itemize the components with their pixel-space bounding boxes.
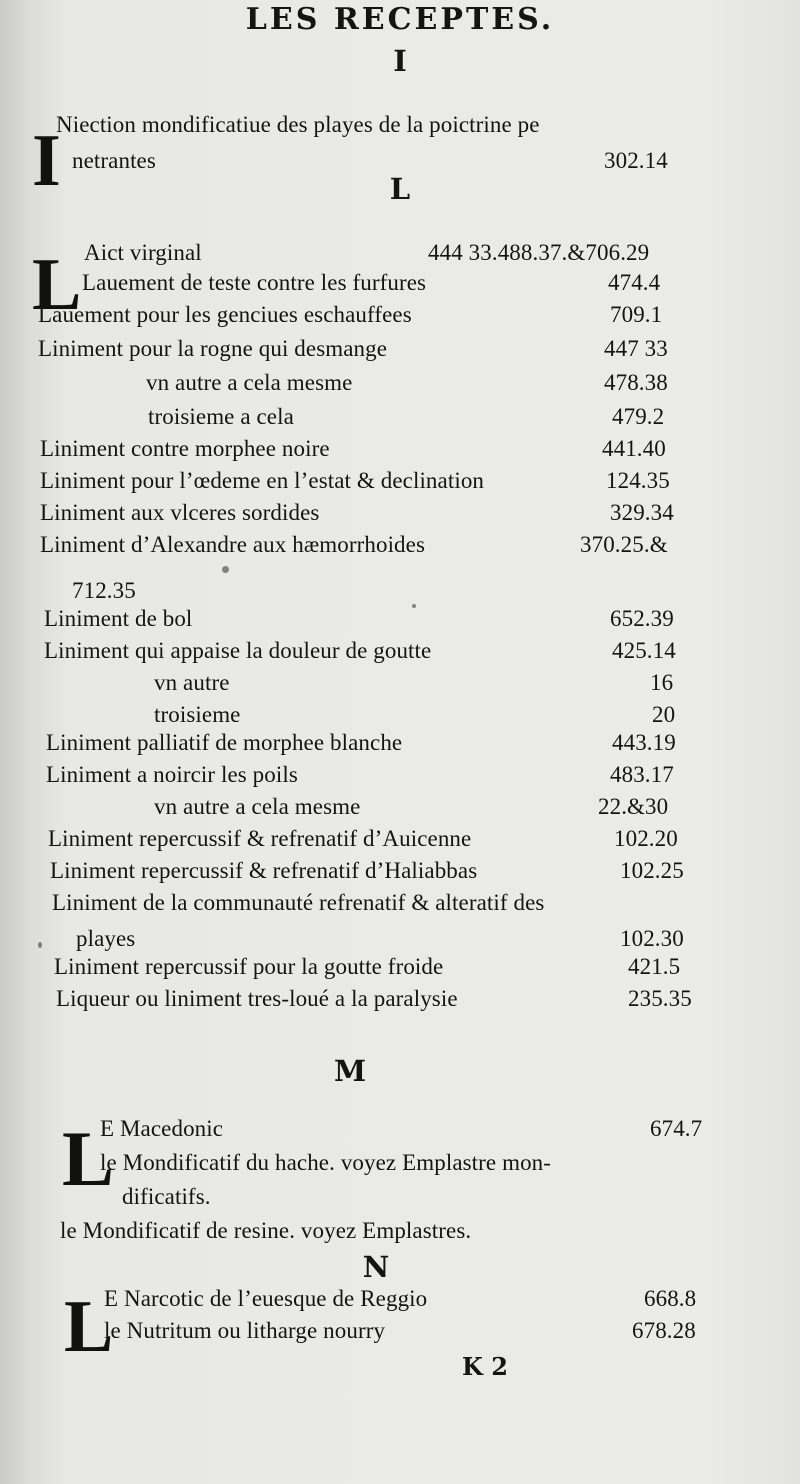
drop-cap-m: L: [62, 1115, 115, 1202]
section-letter-n: N: [362, 1250, 390, 1284]
ink-speck: [412, 604, 416, 608]
drop-cap-l: L: [32, 244, 82, 326]
running-head: LES RECEPTES.: [245, 2, 555, 37]
ink-speck: [222, 566, 229, 573]
book-page: LES RECEPTES. I I Niection mondificatiue des playes de la poictrine pe netrantes 302.14 L L Aict virginal 444 33.488.37.&706.29 Lauement de teste contre les furfures 474.4 Lauement pour les genciues eschauffees 709.1 Liniment pour la rogne qui desmange 447 33 vn autre a cela mesme 478.38 troisieme a cela 479.2 Liniment contre morphee noire 441.40 Liniment pour l’œdeme en l’estat & declination 124.35 Liniment aux vlceres sordides 329.34 Liniment d’Alexandre aux hæmorrhoides 370.25.& 712.35 Liniment de bol 652.39 Liniment qui appaise la douleur de goutte 425.14 vn autre 16 troisieme 20 Liniment palliatif de morphee blanche 443.19 Liniment a noircir les poils 483.17 vn autre a cela mesme 22.&30 Liniment repercussif & refrenatif d’Auicenne 102.20 Liniment repercussif & refrenatif d’Haliabbas 102.25 Liniment de la communauté refrenatif & alteratif des playes 102.30 Liniment repercussif pour la goutte froide 421.5 Liqueur ou liniment tres-loué a la paralysie 235.35 M L E Macedonic 674.7 le Mondificatif du hache. voyez Emplastre mon- dificatifs. le Mondificatif de resine. voyez Emplastres. N L E Narcotic de l’euesque de Reggio 668.8 le Nutritum ou litharge nourry 678.28 K 2: [0, 0, 800, 1484]
section-letter-l: L: [389, 172, 411, 206]
drop-cap-i: I: [32, 120, 61, 202]
section-letter-m: M: [333, 1054, 367, 1088]
ink-speck: [38, 942, 42, 948]
signature-mark: K 2: [462, 1352, 508, 1381]
section-letter-i: I: [393, 44, 407, 78]
drop-cap-n: L: [64, 1286, 114, 1368]
